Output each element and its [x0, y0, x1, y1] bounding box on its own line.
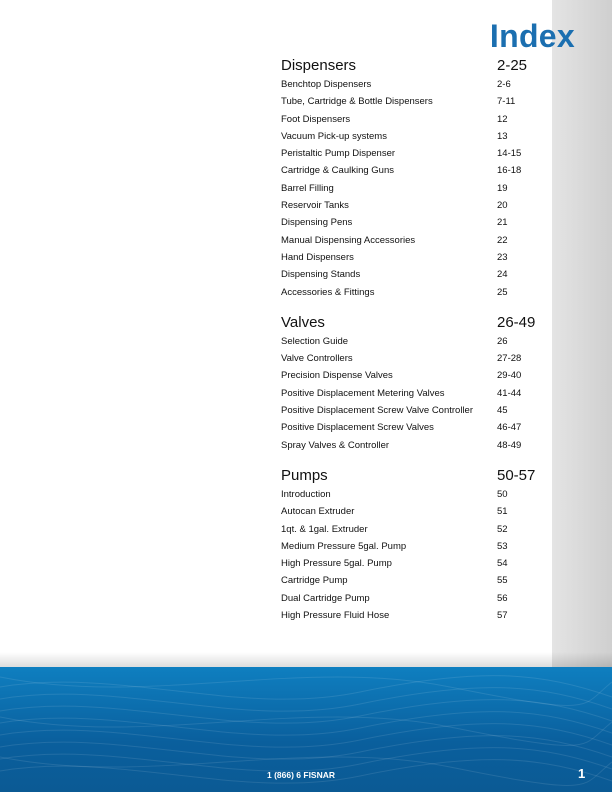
entry-pages: 13: [497, 130, 508, 142]
index-section: [281, 57, 541, 301]
entry-label: Positive Displacement Metering Valves: [281, 387, 445, 399]
index-section: [281, 314, 541, 454]
index-entry: [281, 572, 541, 589]
index-entry: [281, 538, 541, 555]
entry-label: Medium Pressure 5gal. Pump: [281, 540, 407, 552]
index-entry: [281, 486, 541, 503]
entry-label: High Pressure Fluid Hose: [281, 610, 390, 622]
side-band: [552, 0, 612, 672]
entry-pages: 7-11: [497, 96, 516, 108]
index-entry: [281, 180, 541, 197]
entry-pages: 56: [497, 592, 508, 604]
index-entry: [281, 93, 541, 110]
section-title: Pumps: [281, 466, 328, 484]
entry-label: Selection Guide: [281, 335, 349, 347]
section-heading: [281, 467, 541, 485]
entry-label: Reservoir Tanks: [281, 200, 349, 212]
entry-pages: 16-18: [497, 165, 522, 177]
index-entry: [281, 590, 541, 607]
index-entry: [281, 350, 541, 367]
entry-label: Introduction: [281, 488, 331, 500]
section-heading: [281, 57, 541, 75]
entry-label: Autocan Extruder: [281, 506, 355, 518]
entry-label: Tube, Cartridge & Bottle Dispensers: [281, 96, 433, 108]
footer-phone: 1 (866) 6 FISNAR: [267, 770, 336, 780]
entry-label: Dual Cartridge Pump: [281, 592, 370, 604]
entry-label: 1qt. & 1gal. Extruder: [281, 523, 368, 535]
entry-label: Vacuum Pick-up systems: [281, 130, 387, 142]
section-heading: [281, 314, 541, 332]
entry-label: Barrel Filling: [281, 182, 334, 194]
index-entry: [281, 402, 541, 419]
entry-label: Spray Valves & Controller: [281, 439, 390, 451]
page-title: Index: [489, 18, 575, 54]
entry-label: Cartridge & Caulking Guns: [281, 165, 394, 177]
entry-pages: 27-28: [497, 353, 522, 365]
entry-label: Valve Controllers: [281, 353, 353, 365]
entry-label: Positive Displacement Screw Valves: [281, 422, 434, 434]
entry-pages: 53: [497, 540, 508, 552]
entry-pages: 54: [497, 558, 508, 570]
index-entry: [281, 266, 541, 283]
index-entry: [281, 521, 541, 538]
index-entry: [281, 385, 541, 402]
index-entry: [281, 284, 541, 301]
entry-pages: 50: [497, 488, 508, 500]
entry-label: Peristaltic Pump Dispenser: [281, 148, 396, 160]
entry-pages: 14-15: [497, 148, 522, 160]
entry-pages: 55: [497, 575, 508, 587]
entry-label: Accessories & Fittings: [281, 286, 375, 298]
entry-pages: 23: [497, 251, 508, 263]
section-pages: 2-25: [497, 57, 528, 74]
entry-label: Cartridge Pump: [281, 575, 348, 587]
index-section: [281, 467, 541, 624]
entry-label: Hand Dispensers: [281, 251, 354, 263]
entry-pages: 52: [497, 523, 508, 535]
index-entry: [281, 76, 541, 93]
entry-pages: 24: [497, 269, 508, 281]
entry-label: Positive Displacement Screw Valve Controller: [281, 405, 474, 417]
index-entry: [281, 503, 541, 520]
entry-label: Precision Dispense Valves: [281, 370, 393, 382]
entry-pages: 25: [497, 286, 508, 298]
entry-pages: 2-6: [497, 79, 511, 90]
entry-label: High Pressure 5gal. Pump: [281, 558, 392, 570]
index-entry: [281, 128, 541, 145]
section-pages: 26-49: [497, 313, 536, 331]
index-entry: [281, 437, 541, 454]
entry-pages: 22: [497, 234, 508, 246]
index-entry: [281, 214, 541, 231]
index-entry: [281, 333, 541, 350]
entry-label: Benchtop Dispensers: [281, 79, 372, 90]
entry-pages: 19: [497, 182, 508, 194]
index-entry: [281, 111, 541, 128]
index-entry: [281, 419, 541, 436]
index-entry: [281, 197, 541, 214]
entry-pages: 41-44: [497, 387, 522, 399]
index-entry: [281, 232, 541, 249]
entry-pages: 51: [497, 506, 508, 518]
index-entry: [281, 249, 541, 266]
entry-label: Dispensing Stands: [281, 269, 361, 281]
entry-label: Foot Dispensers: [281, 113, 351, 125]
section-title: Valves: [281, 313, 325, 331]
index-entry: [281, 555, 541, 572]
entry-label: Manual Dispensing Accessories: [281, 234, 416, 246]
section-title: Dispensers: [281, 57, 357, 74]
entry-pages: 20: [497, 200, 508, 212]
entry-pages: 26: [497, 335, 508, 347]
index-entry: [281, 607, 541, 624]
entry-pages: 45: [497, 405, 508, 417]
index-entry: [281, 162, 541, 179]
section-pages: 50-57: [497, 466, 536, 484]
entry-pages: 12: [497, 113, 508, 125]
entry-pages: 29-40: [497, 370, 522, 382]
entry-pages: 46-47: [497, 422, 522, 434]
entry-pages: 57: [497, 610, 508, 622]
index-table: [281, 57, 541, 637]
index-entry: [281, 367, 541, 384]
page-number: 1: [578, 766, 586, 781]
entry-pages: 48-49: [497, 439, 522, 451]
entry-pages: 21: [497, 217, 508, 229]
entry-label: Dispensing Pens: [281, 217, 353, 229]
index-entry: [281, 145, 541, 162]
